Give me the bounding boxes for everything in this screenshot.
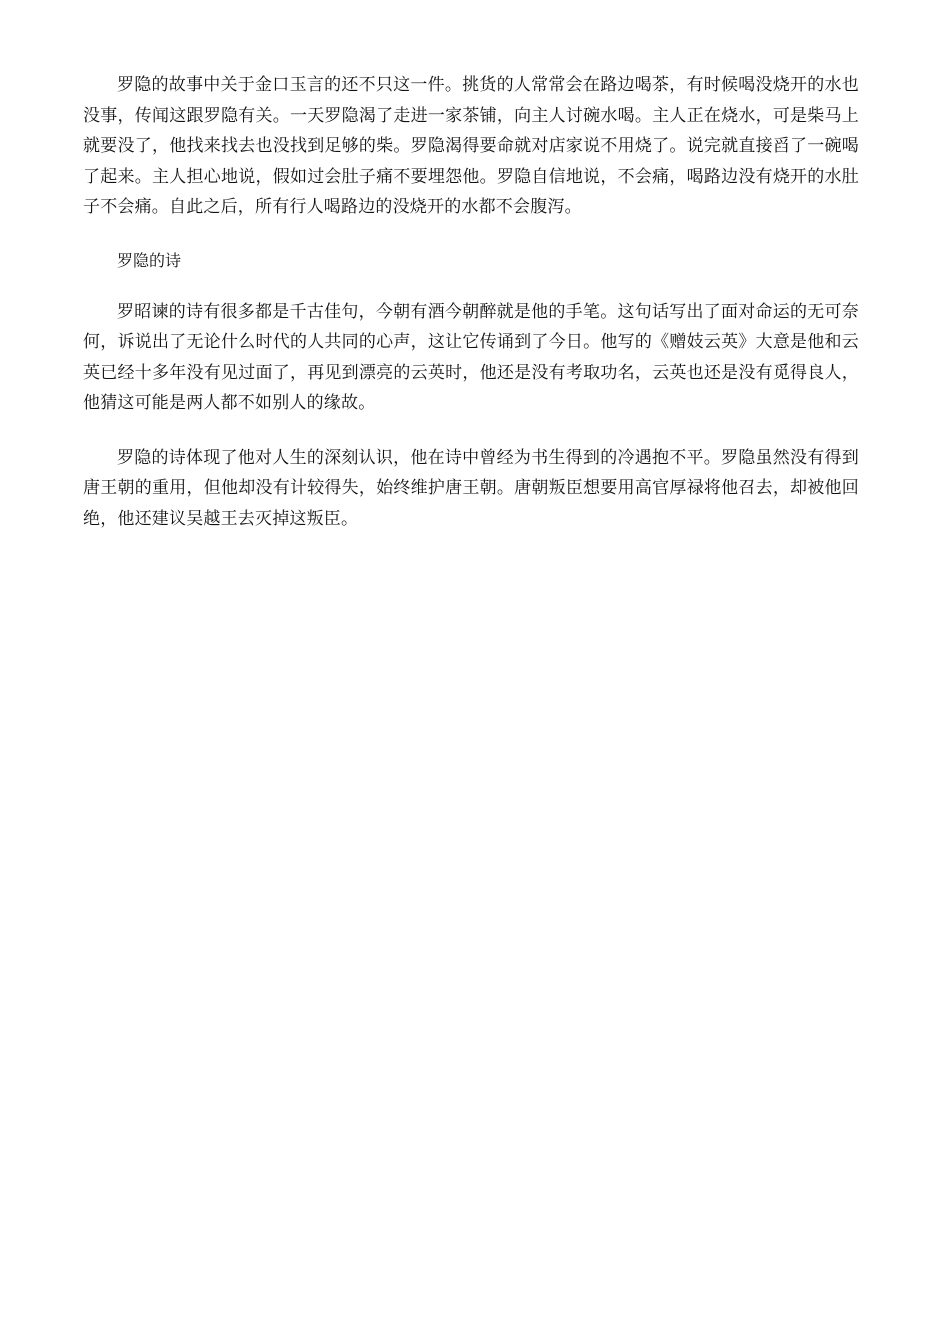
document-page xyxy=(83,70,859,558)
paragraph-poems-intro: 罗昭谏的诗有很多都是千古佳句，今朝有酒今朝醉就是他的手笔。这句话写出了面对命运的无可奈何，诉说出了无论什么时代的人共同的心声，这让它传诵到了今日。他写的《赠妓云英》大意是他和云英已经十多年没有见过面了，再见到漂亮的云英时，他还是没有考取功名，云英也还是没有觅得良人，他猜这可能是两人都不如别人的缘故。 xyxy=(83,301,859,413)
paragraph-luoyin-story: 罗隐的故事中关于金口玉言的还不只这一件。挑货的人常常会在路边喝茶，有时候喝没烧开的水也没事，传闻这跟罗隐有关。一天罗隐渴了走进一家茶铺，向主人讨碗水喝。主人正在烧水，可是柴马上就要没了，他找来找去也没找到足够的柴。罗隐渴得要命就对店家说不用烧了。说完就直接舀了一碗喝了起来。主人担心地说，假如过会肚子痛不要埋怨他。罗隐自信地说，不会痛，喝路边没有烧开的水肚子不会痛。自此之后，所有行人喝路边的没烧开的水都不会腹泻。 xyxy=(83,75,859,217)
paragraph-poems-reflection: 罗隐的诗体现了他对人生的深刻认识，他在诗中曾经为书生得到的冷遇抱不平。罗隐虽然没有得到唐王朝的重用，但他却没有计较得失，始终维护唐王朝。唐朝叛臣想要用高官厚禄将他召去，却被他回绝，他还建议吴越王去灭掉这叛臣。 xyxy=(83,447,859,529)
section-heading-poems: 罗隐的诗 xyxy=(117,250,182,270)
